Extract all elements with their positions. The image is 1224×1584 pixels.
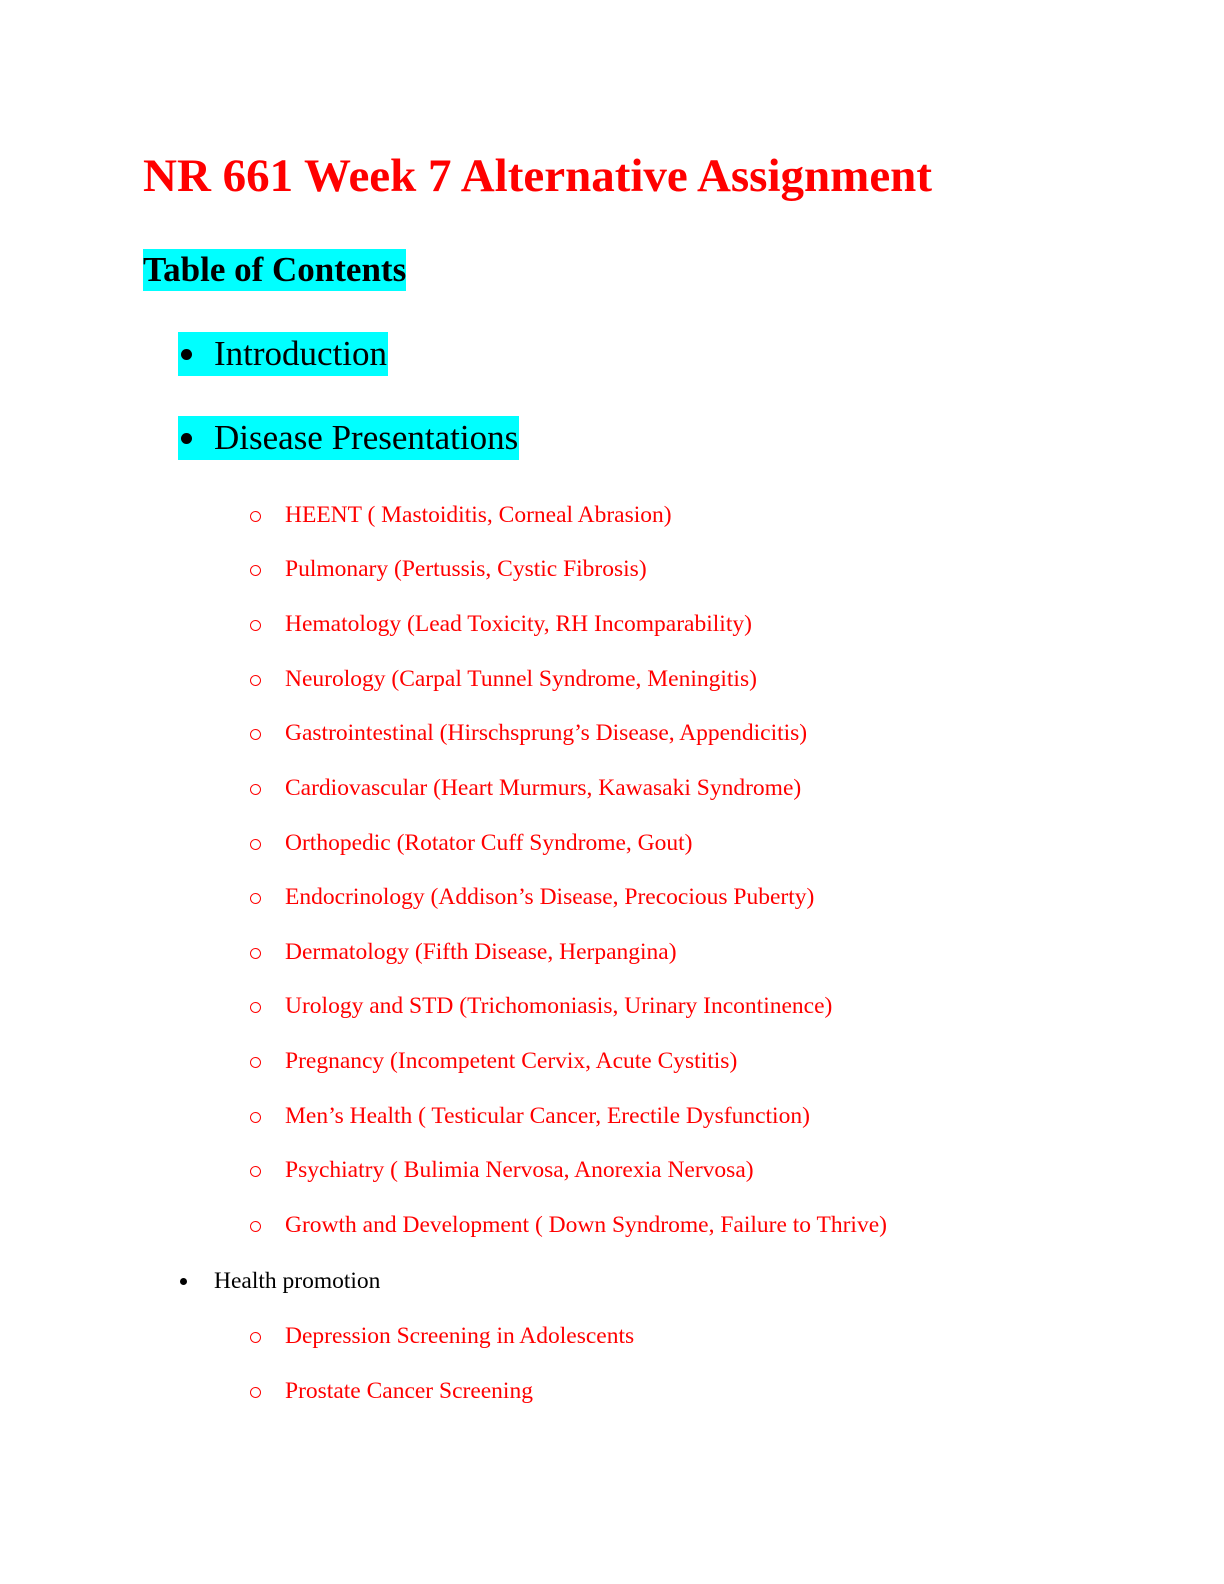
bullet-icon bbox=[181, 349, 192, 360]
disease-item-label: Neurology (Carpal Tunnel Syndrome, Meningitis) bbox=[285, 666, 757, 692]
circle-bullet-icon bbox=[250, 675, 261, 686]
disease-item-label: Urology and STD (Trichomoniasis, Urinary Incontinence) bbox=[285, 993, 833, 1019]
disease-item-label: Endocrinology (Addison’s Disease, Precocious Puberty) bbox=[285, 884, 815, 910]
toc-item-label: Disease Presentations bbox=[214, 418, 519, 457]
circle-bullet-icon bbox=[250, 620, 261, 631]
disease-item-label: Gastrointestinal (Hirschsprung’s Disease, Appendicitis) bbox=[285, 720, 808, 746]
health-item-label: Depression Screening in Adolescents bbox=[285, 1323, 635, 1349]
disease-item-label: Pulmonary (Pertussis, Cystic Fibrosis) bbox=[285, 556, 647, 582]
toc-heading: Table of Contents bbox=[143, 250, 407, 289]
toc-item-label: Health promotion bbox=[214, 1268, 381, 1294]
disease-item-label: Men’s Health ( Testicular Cancer, Erectile Dysfunction) bbox=[285, 1103, 810, 1129]
circle-bullet-icon bbox=[250, 1387, 261, 1398]
toc-item-introduction bbox=[178, 332, 388, 376]
circle-bullet-icon bbox=[250, 1332, 261, 1343]
disease-item-label: Growth and Development ( Down Syndrome, Failure to Thrive) bbox=[285, 1212, 887, 1238]
bullet-icon bbox=[181, 433, 192, 444]
circle-bullet-icon bbox=[250, 565, 261, 576]
disease-item-label: Pregnancy (Incompetent Cervix, Acute Cystitis) bbox=[285, 1048, 738, 1074]
circle-bullet-icon bbox=[250, 839, 261, 850]
toc-item-disease-presentations bbox=[178, 416, 519, 460]
circle-bullet-icon bbox=[250, 1221, 261, 1232]
disease-item-label: Hematology (Lead Toxicity, RH Incomparability) bbox=[285, 611, 752, 637]
disease-item-label: Orthopedic (Rotator Cuff Syndrome, Gout) bbox=[285, 830, 693, 856]
circle-bullet-icon bbox=[250, 948, 261, 959]
toc-item-label: Introduction bbox=[214, 334, 388, 373]
circle-bullet-icon bbox=[250, 1057, 261, 1068]
circle-bullet-icon bbox=[250, 1002, 261, 1013]
page-title: NR 661 Week 7 Alternative Assignment bbox=[143, 150, 932, 202]
circle-bullet-icon bbox=[250, 784, 261, 795]
circle-bullet-icon bbox=[250, 1166, 261, 1177]
circle-bullet-icon bbox=[250, 511, 261, 522]
circle-bullet-icon bbox=[250, 729, 261, 740]
bullet-icon bbox=[180, 1278, 187, 1285]
circle-bullet-icon bbox=[250, 1112, 261, 1123]
disease-item-label: Psychiatry ( Bulimia Nervosa, Anorexia Nervosa) bbox=[285, 1157, 754, 1183]
circle-bullet-icon bbox=[250, 893, 261, 904]
disease-item-label: Dermatology (Fifth Disease, Herpangina) bbox=[285, 939, 677, 965]
disease-item-label: HEENT ( Mastoiditis, Corneal Abrasion) bbox=[285, 502, 672, 528]
health-item-label: Prostate Cancer Screening bbox=[285, 1378, 533, 1404]
disease-item-label: Cardiovascular (Heart Murmurs, Kawasaki Syndrome) bbox=[285, 775, 802, 801]
